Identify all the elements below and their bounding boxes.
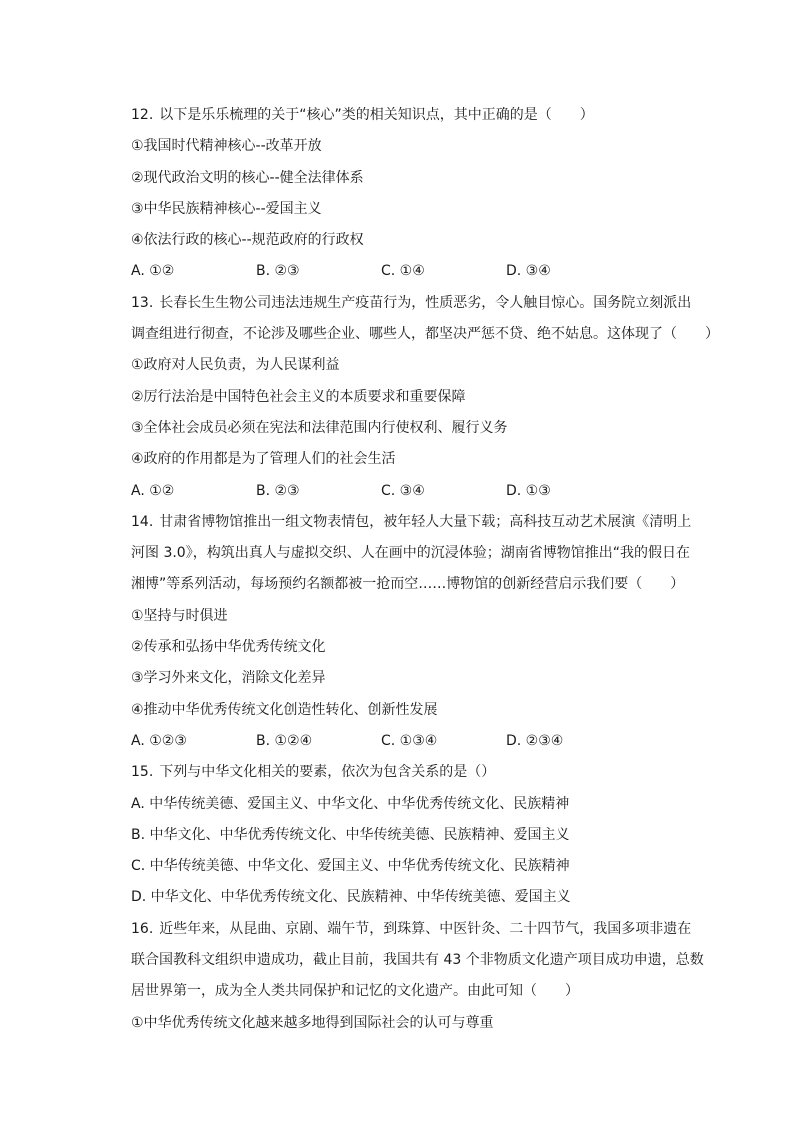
statement: ①我国时代精神核心--改革开放 xyxy=(131,138,322,155)
option-b[interactable]: B. ②③ xyxy=(256,263,300,280)
question-number: 15. xyxy=(131,764,154,781)
statement: ④依法行政的核心--规范政府的行政权 xyxy=(131,232,364,249)
option-b[interactable]: B. ②③ xyxy=(256,482,300,499)
answer-options xyxy=(131,256,691,287)
statement: ④政府的作用都是为了管理人们的社会生活 xyxy=(131,451,396,468)
option-d[interactable]: D. ②③④ xyxy=(506,732,564,749)
statement: ③中华民族精神核心--爱国主义 xyxy=(131,200,322,217)
question-stem: 16. 近些年来，从昆曲、京剧、端午节，到珠算、中医针灸、二十四节气，我国多项非遗在 xyxy=(131,914,691,945)
option-d[interactable]: D. ③④ xyxy=(506,263,551,280)
option-d[interactable]: D. 中华文化、中华优秀传统文化、民族精神、中华传统美德、爱国主义 xyxy=(131,889,571,906)
option-b[interactable]: B. 中华文化、中华优秀传统文化、中华传统美德、民族精神、爱国主义 xyxy=(131,826,570,843)
question-number: 16. xyxy=(131,920,154,937)
question-15 xyxy=(131,757,691,913)
option-c[interactable]: C. ③④ xyxy=(381,482,425,499)
answer-options xyxy=(131,476,691,507)
question-number: 12. xyxy=(131,107,154,123)
question-stem-continued: 调查组进行彻查，不论涉及哪些企业、哪些人，都坚决严惩不贷、绝不姑息。这体现了（ ） xyxy=(131,326,719,343)
option-c[interactable]: C. ①③④ xyxy=(381,732,438,749)
question-14 xyxy=(131,507,691,757)
option-a[interactable]: A. ①② xyxy=(131,482,175,499)
question-number: 14. xyxy=(131,513,154,530)
statement: ①坚持与时俱进 xyxy=(131,607,228,624)
question-stem-continued: 湘博”等系列活动，每场预约名额都被一抢而空……博物馆的创新经营启示我们要（ ） xyxy=(131,576,685,593)
statement: ④推动中华优秀传统文化创造性转化、创新性发展 xyxy=(131,701,438,718)
question-12 xyxy=(131,100,691,288)
question-stem-continued: 居世界第一，成为全人类共同保护和记忆的文化遗产。由此可知（ ） xyxy=(131,983,579,1000)
option-a[interactable]: A. ①②③ xyxy=(131,732,187,749)
statement: ③学习外来文化，消除文化差异 xyxy=(131,670,326,687)
question-stem: 14. 甘肃省博物馆推出一组文物表情包，被年轻人大量下载；高科技互动艺术展演《清明上 xyxy=(131,507,691,538)
statement: ①中华优秀传统文化越来越多地得到国际社会的认可与尊重 xyxy=(131,1014,494,1031)
option-a[interactable]: A. 中华传统美德、爱国主义、中华文化、中华优秀传统文化、民族精神 xyxy=(131,795,570,812)
option-a[interactable]: A. ①② xyxy=(131,263,175,280)
question-stem: 15. 下列与中华文化相关的要素，依次为包含关系的是（） xyxy=(131,757,691,788)
question-16 xyxy=(131,914,704,1039)
question-13 xyxy=(131,288,719,507)
question-number: 13. xyxy=(131,294,154,311)
answer-options xyxy=(131,726,691,757)
option-b[interactable]: B. ①②④ xyxy=(256,732,313,749)
statement: ①政府对人民负责，为人民谋利益 xyxy=(131,357,340,374)
question-stem-continued: 河图 3.0》，构筑出真人与虚拟交织、人在画中的沉浸体验；湖南省博物馆推出“我的假日在 xyxy=(131,545,690,562)
statement: ②厉行法治是中国特色社会主义的本质要求和重要保障 xyxy=(131,388,466,405)
question-stem: 12. 以下是乐乐梳理的关于“核心”类的相关知识点，其中正确的是（ ） xyxy=(131,100,691,131)
option-d[interactable]: D. ①③ xyxy=(506,482,551,499)
statement: ②传承和弘扬中华优秀传统文化 xyxy=(131,639,326,656)
option-c[interactable]: C. ①④ xyxy=(381,263,425,280)
statement: ②现代政治文明的核心--健全法律体系 xyxy=(131,169,364,186)
question-list xyxy=(131,100,719,1039)
option-c[interactable]: C. 中华传统美德、中华文化、爱国主义、中华优秀传统文化、民族精神 xyxy=(131,858,570,875)
question-stem: 13. 长春长生生物公司违法违规生产疫苗行为，性质恶劣，令人触目惊心。国务院立刻派出 xyxy=(131,288,691,319)
statement: ③全体社会成员必须在宪法和法律范围内行使权利、履行义务 xyxy=(131,419,508,436)
question-stem-continued: 联合国教科文组织申遗成功，截止目前，我国共有 43 个非物质文化遗产项目成功申遗，总数 xyxy=(131,952,704,969)
